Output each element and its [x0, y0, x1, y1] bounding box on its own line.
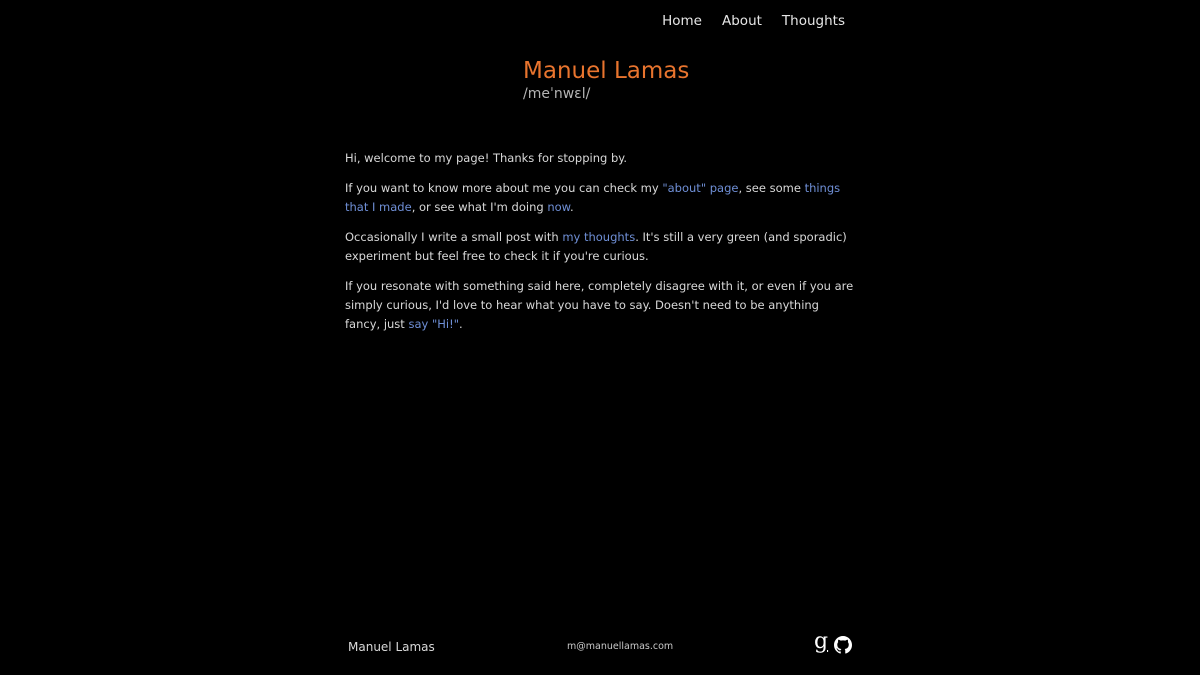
site-title: Manuel Lamas: [523, 58, 690, 84]
about-text-2: , see some: [738, 181, 805, 195]
thoughts-paragraph: [345, 228, 855, 266]
welcome-text: Hi, welcome to my page! Thanks for stopping by.: [345, 151, 628, 165]
contact-text-2: .: [459, 317, 463, 331]
nav-home-link[interactable]: Home: [662, 13, 702, 29]
top-nav: [662, 12, 845, 30]
about-page-link[interactable]: "about" page: [662, 181, 739, 195]
site-header: [523, 56, 689, 103]
nav-about-link[interactable]: About: [722, 13, 762, 29]
social-icons: [814, 629, 852, 654]
about-text-1: If you want to know more about me you can check my: [345, 181, 663, 195]
goodreads-icon[interactable]: g: [814, 629, 829, 654]
things-made-link[interactable]: things that I made: [345, 181, 841, 214]
about-text-4: .: [570, 200, 574, 214]
say-hi-link[interactable]: say "Hi!": [408, 317, 460, 331]
contact-text-1: If you resonate with something said here, completely disagree with it, or even if you are simply curious, I'd love to hear what you have to say. Doesn't need to be anything fancy, just: [345, 279, 854, 331]
contact-paragraph: [345, 277, 855, 334]
intro-content: [345, 149, 855, 345]
nav-thoughts-link[interactable]: Thoughts: [781, 13, 845, 29]
now-link[interactable]: now: [547, 200, 570, 214]
footer-email-link[interactable]: m@manuellamas.com: [567, 641, 674, 652]
thoughts-text-1: Occasionally I write a small post with: [345, 230, 563, 244]
thoughts-text-2: . It's still a very green (and sporadic) experiment but feel free to check it if you're curious.: [345, 230, 847, 263]
footer-name: Manuel Lamas: [348, 640, 435, 654]
about-text-3: , or see what I'm doing: [411, 200, 548, 214]
site-footer: [348, 629, 852, 658]
about-paragraph: [345, 179, 855, 217]
welcome-paragraph: [345, 149, 855, 168]
my-thoughts-link[interactable]: my thoughts: [562, 230, 636, 244]
name-pronunciation: /meˈnwɛl/: [523, 86, 591, 102]
github-icon[interactable]: [834, 636, 852, 654]
